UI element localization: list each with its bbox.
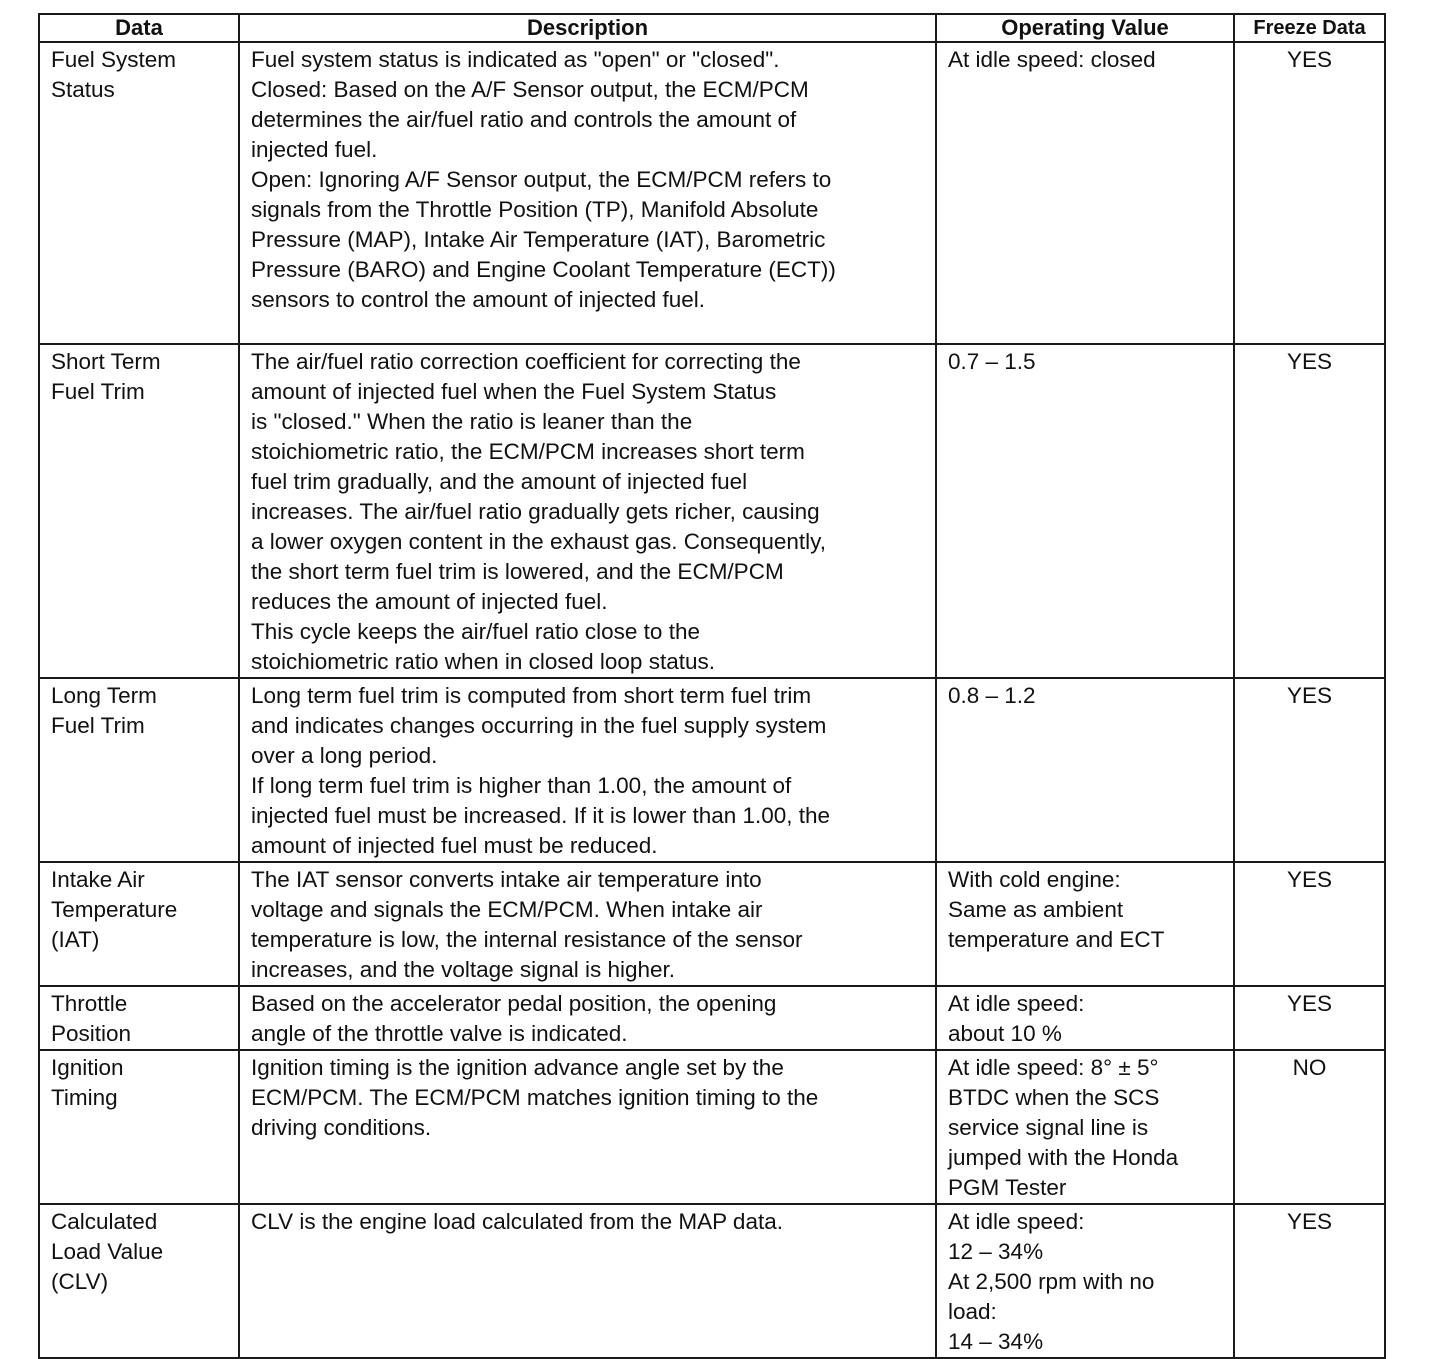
description-text: stoichiometric ratio, the ECM/PCM increases short term bbox=[251, 439, 805, 464]
description-cell bbox=[239, 986, 936, 1050]
description-text: amount of injected fuel when the Fuel System Status bbox=[251, 379, 777, 404]
operating-value-text: PGM Tester bbox=[948, 1175, 1067, 1200]
description-text: Pressure (BARO) and Engine Coolant Temperature (ECT)) bbox=[251, 257, 836, 282]
operating-value-text: about 10 % bbox=[948, 1021, 1062, 1046]
description-cell bbox=[239, 344, 936, 678]
operating-value-text: At idle speed: 8° ± 5° bbox=[948, 1055, 1159, 1080]
description-text: Open: Ignoring A/F Sensor output, the ECM/PCM refers to bbox=[251, 167, 832, 192]
description-cell bbox=[239, 1050, 936, 1204]
description-text: sensors to control the amount of injected fuel. bbox=[251, 287, 706, 312]
data-text: Intake Air bbox=[51, 867, 145, 892]
description-text: amount of injected fuel must be reduced. bbox=[251, 833, 658, 858]
freeze-data-cell: YES bbox=[1234, 1204, 1385, 1358]
freeze-data-cell: NO bbox=[1234, 1050, 1385, 1204]
operating-value-text: 0.7 – 1.5 bbox=[948, 349, 1036, 374]
description-cell bbox=[239, 678, 936, 862]
operating-value-text: BTDC when the SCS bbox=[948, 1085, 1160, 1110]
column-header-description: Description bbox=[239, 14, 936, 42]
data-text: (IAT) bbox=[51, 927, 100, 952]
data-text: Status bbox=[51, 77, 115, 102]
table-row bbox=[39, 344, 1385, 678]
description-text: fuel trim gradually, and the amount of injected fuel bbox=[251, 469, 748, 494]
operating-value-text: jumped with the Honda bbox=[948, 1145, 1179, 1170]
description-text: If long term fuel trim is higher than 1.00, the amount of bbox=[251, 773, 792, 798]
description-cell bbox=[239, 862, 936, 986]
description-text: angle of the throttle valve is indicated. bbox=[251, 1021, 628, 1046]
operating-value-text: 12 – 34% bbox=[948, 1239, 1044, 1264]
data-cell bbox=[39, 678, 239, 862]
data-cell bbox=[39, 344, 239, 678]
freeze-data-cell: YES bbox=[1234, 42, 1385, 344]
column-header-data: Data bbox=[39, 14, 239, 42]
description-text: Based on the accelerator pedal position, the opening bbox=[251, 991, 777, 1016]
data-text: Calculated bbox=[51, 1209, 158, 1234]
data-text: Ignition bbox=[51, 1055, 124, 1080]
data-text: Temperature bbox=[51, 897, 178, 922]
data-text: Long Term bbox=[51, 683, 157, 708]
data-text: Load Value bbox=[51, 1239, 164, 1264]
description-text: Fuel system status is indicated as "open" or "closed". bbox=[251, 47, 780, 72]
description-text: ECM/PCM. The ECM/PCM matches ignition timing to the bbox=[251, 1085, 819, 1110]
description-text: determines the air/fuel ratio and controls the amount of bbox=[251, 107, 797, 132]
description-text: stoichiometric ratio when in closed loop status. bbox=[251, 649, 715, 674]
description-text: over a long period. bbox=[251, 743, 438, 768]
data-text: Fuel System bbox=[51, 47, 177, 72]
table-row bbox=[39, 1204, 1385, 1358]
table-row bbox=[39, 42, 1385, 344]
operating-value-text: load: bbox=[948, 1299, 997, 1324]
description-text: The air/fuel ratio correction coefficient for correcting the bbox=[251, 349, 801, 374]
data-text: Fuel Trim bbox=[51, 379, 145, 404]
operating-value-cell bbox=[936, 678, 1234, 862]
description-text: signals from the Throttle Position (TP), Manifold Absolute bbox=[251, 197, 819, 222]
operating-value-text: At 2,500 rpm with no bbox=[948, 1269, 1155, 1294]
operating-value-cell bbox=[936, 1204, 1234, 1358]
operating-value-text: With cold engine: bbox=[948, 867, 1121, 892]
description-text: driving conditions. bbox=[251, 1115, 432, 1140]
operating-value-cell bbox=[936, 1050, 1234, 1204]
header-row bbox=[39, 14, 1385, 42]
freeze-data-cell: YES bbox=[1234, 862, 1385, 986]
table-row bbox=[39, 862, 1385, 986]
data-text: Position bbox=[51, 1021, 132, 1046]
data-cell bbox=[39, 1204, 239, 1358]
description-text: the short term fuel trim is lowered, and the ECM/PCM bbox=[251, 559, 784, 584]
data-cell bbox=[39, 862, 239, 986]
operating-value-cell bbox=[936, 986, 1234, 1050]
table-row bbox=[39, 986, 1385, 1050]
operating-value-text: At idle speed: bbox=[948, 1209, 1085, 1234]
description-text: Pressure (MAP), Intake Air Temperature (IAT), Barometric bbox=[251, 227, 826, 252]
description-text: increases. The air/fuel ratio gradually gets richer, causing bbox=[251, 499, 820, 524]
operating-value-cell bbox=[936, 344, 1234, 678]
description-text: a lower oxygen content in the exhaust gas. Consequently, bbox=[251, 529, 826, 554]
description-text: The IAT sensor converts intake air temperature into bbox=[251, 867, 762, 892]
description-text: Ignition timing is the ignition advance angle set by the bbox=[251, 1055, 784, 1080]
description-text: increases, and the voltage signal is higher. bbox=[251, 957, 676, 982]
description-text: reduces the amount of injected fuel. bbox=[251, 589, 608, 614]
pgm-tester-data-table bbox=[38, 13, 1386, 1359]
description-text: This cycle keeps the air/fuel ratio close to the bbox=[251, 619, 700, 644]
data-text: Timing bbox=[51, 1085, 118, 1110]
description-text: injected fuel. bbox=[251, 137, 378, 162]
column-header-operating-value: Operating Value bbox=[936, 14, 1234, 42]
operating-value-cell bbox=[936, 42, 1234, 344]
description-text: temperature is low, the internal resistance of the sensor bbox=[251, 927, 803, 952]
operating-value-text: At idle speed: closed bbox=[948, 47, 1156, 72]
data-cell bbox=[39, 986, 239, 1050]
freeze-data-cell: YES bbox=[1234, 678, 1385, 862]
operating-value-text: service signal line is bbox=[948, 1115, 1149, 1140]
freeze-data-cell: YES bbox=[1234, 344, 1385, 678]
description-text: Long term fuel trim is computed from short term fuel trim bbox=[251, 683, 812, 708]
column-header-freeze-data: Freeze Data bbox=[1234, 14, 1385, 42]
description-cell bbox=[239, 1204, 936, 1358]
description-text: Closed: Based on the A/F Sensor output, the ECM/PCM bbox=[251, 77, 809, 102]
operating-value-cell bbox=[936, 862, 1234, 986]
operating-value-text: At idle speed: bbox=[948, 991, 1085, 1016]
operating-value-text: temperature and ECT bbox=[948, 927, 1165, 952]
data-cell bbox=[39, 42, 239, 344]
operating-value-text: 14 – 34% bbox=[948, 1329, 1044, 1354]
description-text: CLV is the engine load calculated from the MAP data. bbox=[251, 1209, 783, 1234]
freeze-data-cell: YES bbox=[1234, 986, 1385, 1050]
description-text: and indicates changes occurring in the fuel supply system bbox=[251, 713, 827, 738]
description-text: injected fuel must be increased. If it is lower than 1.00, the bbox=[251, 803, 831, 828]
data-text: Fuel Trim bbox=[51, 713, 145, 738]
data-text: Short Term bbox=[51, 349, 161, 374]
data-text: (CLV) bbox=[51, 1269, 109, 1294]
table-row bbox=[39, 1050, 1385, 1204]
data-cell bbox=[39, 1050, 239, 1204]
operating-value-text: Same as ambient bbox=[948, 897, 1124, 922]
description-text: voltage and signals the ECM/PCM. When intake air bbox=[251, 897, 763, 922]
table-row bbox=[39, 678, 1385, 862]
description-text: is "closed." When the ratio is leaner than the bbox=[251, 409, 693, 434]
description-cell bbox=[239, 42, 936, 344]
data-text: Throttle bbox=[51, 991, 128, 1016]
operating-value-text: 0.8 – 1.2 bbox=[948, 683, 1036, 708]
